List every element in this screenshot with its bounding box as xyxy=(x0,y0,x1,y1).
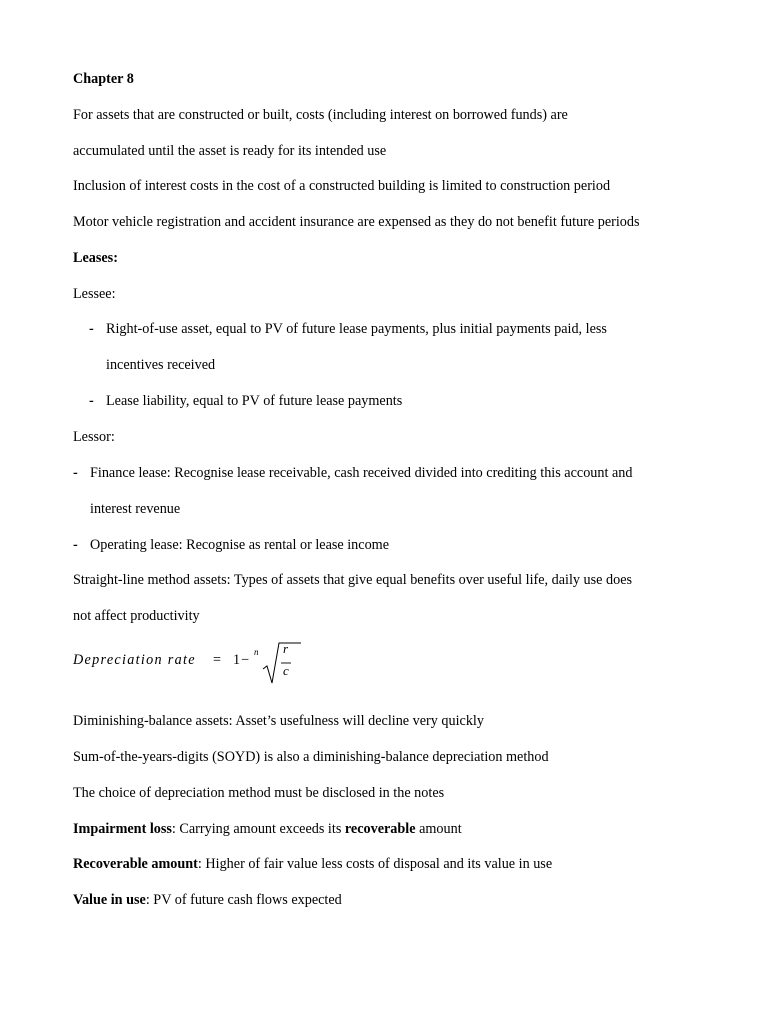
paragraph-choice-disclosure: The choice of depreciation method must be disclosed in the notes xyxy=(73,785,445,801)
paragraph-soyd: Sum-of-the-years-digits (SOYD) is also a diminishing-balance depreciation method xyxy=(73,749,549,765)
lessee-label: Lessee: xyxy=(73,286,116,302)
paragraph-constructed-assets-line1: For assets that are constructed or built, costs (including interest on borrowed funds) are xyxy=(73,107,568,123)
lessee-bullet-rou-line2: incentives received xyxy=(106,357,216,373)
straight-line-line1: Straight-line method assets: Types of assets that give equal benefits over useful life, daily use does xyxy=(73,572,633,588)
formula-numerator: r xyxy=(283,641,289,656)
recoverable-amount-definition xyxy=(73,855,552,873)
impairment-loss-text-b: amount xyxy=(415,821,462,837)
chapter-title: Chapter 8 xyxy=(73,71,134,87)
lessor-bullet-operating: Operating lease: Recognise as rental or lease income xyxy=(90,537,389,553)
bullet-dash-marker: - xyxy=(73,537,78,553)
bullet-dash-marker: - xyxy=(73,465,78,481)
formula-lhs: Depreciation rate xyxy=(73,652,196,668)
lessor-bullet-finance-line2: interest revenue xyxy=(90,501,181,517)
lessee-bullet-rou-line1: Right-of-use asset, equal to PV of future lease payments, plus initial payments paid, less xyxy=(106,321,607,337)
lessor-label: Lessor: xyxy=(73,429,115,445)
formula-equals: = xyxy=(213,652,222,668)
value-in-use-definition xyxy=(73,891,342,909)
value-in-use-text: : PV of future cash flows expected xyxy=(145,892,342,908)
impairment-loss-text-a: : Carrying amount exceeds its xyxy=(171,821,345,837)
radical-sign-icon xyxy=(261,641,301,685)
paragraph-interest-costs: Inclusion of interest costs in the cost of a constructed building is limited to construction period xyxy=(73,178,611,194)
bullet-dash-marker: - xyxy=(89,393,94,409)
impairment-loss-definition xyxy=(73,820,462,838)
formula-root-index: n xyxy=(254,647,259,657)
lessor-bullet-finance-line1: Finance lease: Recognise lease receivable, cash received divided into crediting this account and xyxy=(90,465,633,481)
recoverable-amount-text: : Higher of fair value less costs of disposal and its value in use xyxy=(197,856,553,872)
impairment-loss-bold-word: recoverable xyxy=(344,821,416,837)
paragraph-motor-vehicle: Motor vehicle registration and accident insurance are expensed as they do not benefit future periods xyxy=(73,214,640,230)
recoverable-amount-term: Recoverable amount xyxy=(73,856,198,872)
bullet-dash-marker: - xyxy=(89,321,94,337)
straight-line-line2: not affect productivity xyxy=(73,608,200,624)
formula-one: 1 xyxy=(233,652,241,668)
paragraph-diminishing-balance: Diminishing-balance assets: Asset’s usefulness will decline very quickly xyxy=(73,713,484,729)
lessee-bullet-liability: Lease liability, equal to PV of future lease payments xyxy=(106,393,403,409)
value-in-use-term: Value in use xyxy=(73,892,146,908)
leases-heading: Leases: xyxy=(73,250,118,266)
paragraph-constructed-assets-line2: accumulated until the asset is ready for its intended use xyxy=(73,143,387,159)
depreciation-rate-formula xyxy=(73,640,333,686)
formula-minus: − xyxy=(241,652,250,668)
impairment-loss-term: Impairment loss xyxy=(73,821,172,837)
formula-denominator: c xyxy=(283,663,289,678)
